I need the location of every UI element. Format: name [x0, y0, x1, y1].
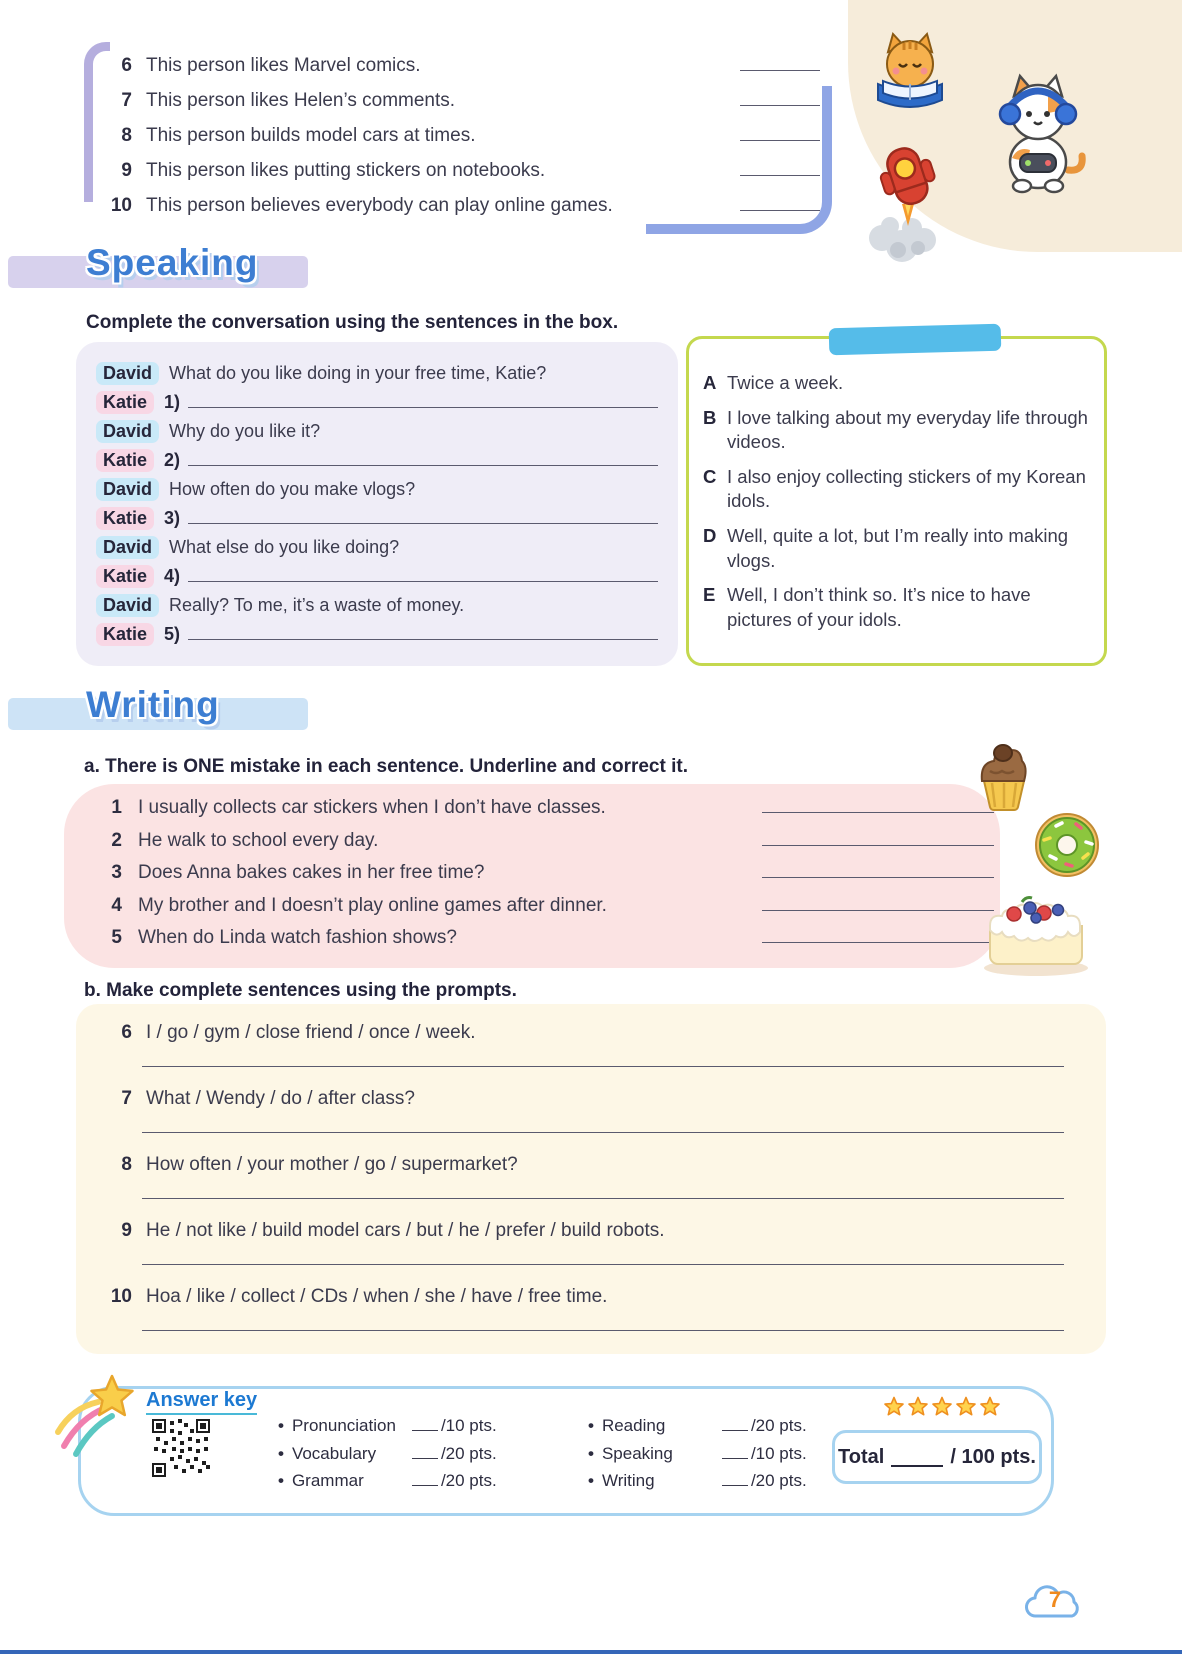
option-item	[703, 406, 1088, 455]
score-blank	[412, 1469, 438, 1486]
answer-blank	[762, 892, 994, 911]
prompt-item	[76, 1080, 1106, 1133]
score-column-right	[588, 1414, 807, 1497]
score-blank	[412, 1442, 438, 1459]
item-number: 10	[110, 1286, 132, 1307]
score-blank	[412, 1414, 438, 1431]
option-text: Well, I don’t think so. It’s nice to have pictures of your idols.	[727, 584, 1031, 630]
dialogue-text: Really? To me, it’s a waste of money.	[169, 595, 465, 615]
item-text: He walk to school every day.	[138, 829, 379, 851]
item-number: 9	[121, 160, 132, 181]
answer-blank	[188, 506, 658, 524]
option-item	[703, 371, 1088, 396]
score-column-left	[278, 1414, 497, 1497]
conversation-row	[96, 620, 658, 649]
speaking-instruction: Complete the conversation using the sentences in the box.	[86, 312, 619, 333]
answer-blank	[740, 122, 820, 141]
speaker-label: Katie	[96, 391, 154, 414]
list-item	[96, 192, 820, 227]
sentence-options-box	[686, 336, 1107, 666]
item-text: This person likes Marvel comics.	[146, 55, 421, 76]
answer-blank	[740, 192, 820, 211]
item-number: 3	[111, 862, 122, 883]
part-b-instruction: b. Make complete sentences using the prompts.	[84, 980, 517, 1001]
score-row	[588, 1469, 807, 1497]
score-points: /20 pts.	[750, 1416, 807, 1435]
sentence-item	[96, 924, 994, 957]
score-points: /10 pts.	[440, 1416, 497, 1435]
dialogue-text: How often do you make vlogs?	[169, 479, 416, 499]
dialogue-text: 3)	[164, 508, 181, 528]
sentence-item	[96, 794, 994, 827]
item-text: I usually collects car stickers when I don’t have classes.	[138, 797, 606, 818]
prompt-item	[76, 1146, 1106, 1199]
total-blank	[891, 1447, 943, 1467]
item-number: 7	[121, 90, 132, 111]
page-bottom-edge	[0, 1650, 1182, 1654]
option-text: I love talking about my everyday life through videos.	[727, 406, 1088, 453]
answer-key-title: Answer key	[146, 1389, 257, 1415]
donut-icon	[1026, 804, 1108, 886]
option-text: Well, quite a lot, but I’m really into making vlogs.	[727, 524, 1069, 571]
option-letter: B	[703, 406, 717, 428]
item-number: 8	[121, 125, 132, 146]
score-label: • Pronunciation	[291, 1416, 396, 1435]
dialogue-text: 2)	[164, 450, 181, 470]
item-number: 7	[121, 1088, 132, 1109]
answer-blank	[740, 157, 820, 176]
answer-blank	[740, 52, 820, 71]
score-label: • Vocabulary	[291, 1443, 377, 1463]
score-label: • Reading	[601, 1416, 666, 1435]
prompt-item	[76, 1014, 1106, 1067]
item-number: 1	[111, 797, 122, 818]
conversation-row	[96, 388, 658, 417]
sentence-item	[96, 892, 994, 925]
option-item	[703, 524, 1088, 573]
list-item	[96, 157, 820, 192]
speaker-label: David	[96, 362, 159, 385]
shooting-star-icon	[50, 1370, 150, 1462]
score-blank	[722, 1414, 748, 1431]
speaker-label: Katie	[96, 623, 154, 646]
answer-blank	[188, 390, 658, 408]
rocket-boy-icon	[852, 126, 964, 264]
item-number: 6	[121, 55, 132, 76]
item-number: 2	[111, 829, 122, 851]
score-blank	[722, 1469, 748, 1486]
speaker-label: Katie	[96, 565, 154, 588]
score-row	[278, 1469, 497, 1497]
answer-blank	[188, 622, 658, 640]
score-points: /20 pts.	[750, 1471, 807, 1490]
item-text: This person likes Helen’s comments.	[146, 90, 456, 111]
sentence-item	[96, 859, 994, 892]
item-text: I / go / gym / close friend / once / week.	[146, 1022, 476, 1043]
speaker-label: David	[96, 420, 159, 443]
list-item	[96, 122, 820, 157]
answer-blank	[188, 564, 658, 582]
conversation-row	[96, 591, 658, 620]
conversation-row	[96, 359, 658, 388]
answer-blank	[142, 1132, 1064, 1133]
score-row	[278, 1442, 497, 1470]
item-text: When do Linda watch fashion shows?	[138, 927, 457, 948]
score-label: • Writing	[601, 1471, 655, 1490]
item-text: What / Wendy / do / after class?	[146, 1088, 415, 1109]
item-text: This person builds model cars at times.	[146, 125, 476, 146]
answer-blank	[142, 1264, 1064, 1265]
part-b-box	[76, 1004, 1106, 1354]
item-number: 10	[110, 195, 132, 216]
item-number: 5	[111, 927, 122, 948]
answer-blank	[762, 859, 994, 878]
conversation-box	[76, 342, 678, 666]
speaking-heading: Speaking	[86, 242, 259, 283]
option-item	[703, 583, 1088, 632]
item-text: This person believes everybody can play online games.	[146, 195, 613, 216]
item-text: Does Anna bakes cakes in her free time?	[138, 862, 485, 883]
conversation-row	[96, 504, 658, 533]
answer-blank	[740, 87, 820, 106]
page-number-cloud	[1022, 1578, 1088, 1624]
speaker-label: Katie	[96, 449, 154, 472]
list-item	[96, 87, 820, 122]
dialogue-text: What do you like doing in your free time, Katie?	[169, 363, 547, 383]
speaker-label: David	[96, 478, 159, 501]
part-a-instruction: a. There is ONE mistake in each sentence. Underline and correct it.	[84, 756, 688, 777]
item-text: My brother and I doesn’t play online games after dinner.	[138, 894, 607, 916]
option-letter: D	[703, 524, 717, 546]
score-row	[588, 1442, 807, 1470]
score-row	[588, 1414, 807, 1442]
option-text: Twice a week.	[727, 372, 844, 393]
answer-blank	[762, 794, 994, 813]
prompt-item	[76, 1278, 1106, 1331]
answer-blank	[188, 448, 658, 466]
answer-blank	[142, 1330, 1064, 1331]
conversation-row	[96, 533, 658, 562]
dialogue-text: 1)	[164, 392, 181, 412]
prompt-item	[76, 1212, 1106, 1265]
score-blank	[722, 1442, 748, 1459]
option-letter: C	[703, 465, 717, 487]
highlight-scribble	[829, 324, 1002, 355]
answer-blank	[762, 924, 994, 943]
answer-blank	[762, 827, 994, 846]
writing-heading: Writing	[86, 684, 220, 725]
option-letter: A	[703, 372, 717, 393]
speaker-label: David	[96, 536, 159, 559]
conversation-row	[96, 446, 658, 475]
cat-gamer-icon	[982, 66, 1094, 198]
conversation-row	[96, 562, 658, 591]
score-label: • Speaking	[601, 1443, 673, 1463]
score-points: /10 pts.	[750, 1443, 807, 1463]
option-text: I also enjoy collecting stickers of my Korean idols.	[727, 465, 1086, 512]
cat-reading-icon	[866, 26, 954, 114]
item-text: This person likes putting stickers on notebooks.	[146, 160, 546, 181]
item-text: How often / your mother / go / supermarket?	[146, 1154, 518, 1175]
conversation-row	[96, 417, 658, 446]
cake-icon	[972, 880, 1100, 978]
item-number: 6	[121, 1022, 132, 1043]
speaker-label: Katie	[96, 507, 154, 530]
total-score-box	[832, 1430, 1042, 1484]
option-letter: E	[703, 584, 716, 606]
speaker-label: David	[96, 594, 159, 617]
score-label: • Grammar	[291, 1471, 364, 1490]
dialogue-text: Why do you like it?	[169, 421, 321, 441]
page-number: 7	[1048, 1587, 1062, 1612]
dialogue-text: 4)	[164, 566, 181, 586]
total-label: Total	[838, 1445, 885, 1468]
item-number: 4	[111, 894, 122, 916]
sentence-item	[96, 827, 994, 860]
dialogue-text: 5)	[164, 624, 181, 644]
conversation-row	[96, 475, 658, 504]
list-item	[96, 52, 820, 87]
option-item	[703, 465, 1088, 514]
score-row	[278, 1414, 497, 1442]
item-number: 9	[121, 1220, 132, 1241]
answer-blank	[142, 1066, 1064, 1067]
dialogue-text: What else do you like doing?	[169, 537, 400, 557]
item-text: He / not like / build model cars / but / he / prefer / build robots.	[146, 1220, 665, 1241]
score-points: /20 pts.	[440, 1443, 497, 1463]
part-a-list	[96, 794, 994, 957]
score-points: /20 pts.	[440, 1471, 497, 1490]
five-stars-icon	[884, 1396, 1004, 1420]
total-points: / 100 pts.	[950, 1445, 1036, 1468]
answer-blank	[142, 1198, 1064, 1199]
item-text: Hoa / like / collect / CDs / when / she / have / free time.	[146, 1286, 608, 1307]
item-number: 8	[121, 1154, 132, 1175]
qr-code-icon	[150, 1417, 212, 1479]
top-exercise-list	[96, 52, 820, 227]
